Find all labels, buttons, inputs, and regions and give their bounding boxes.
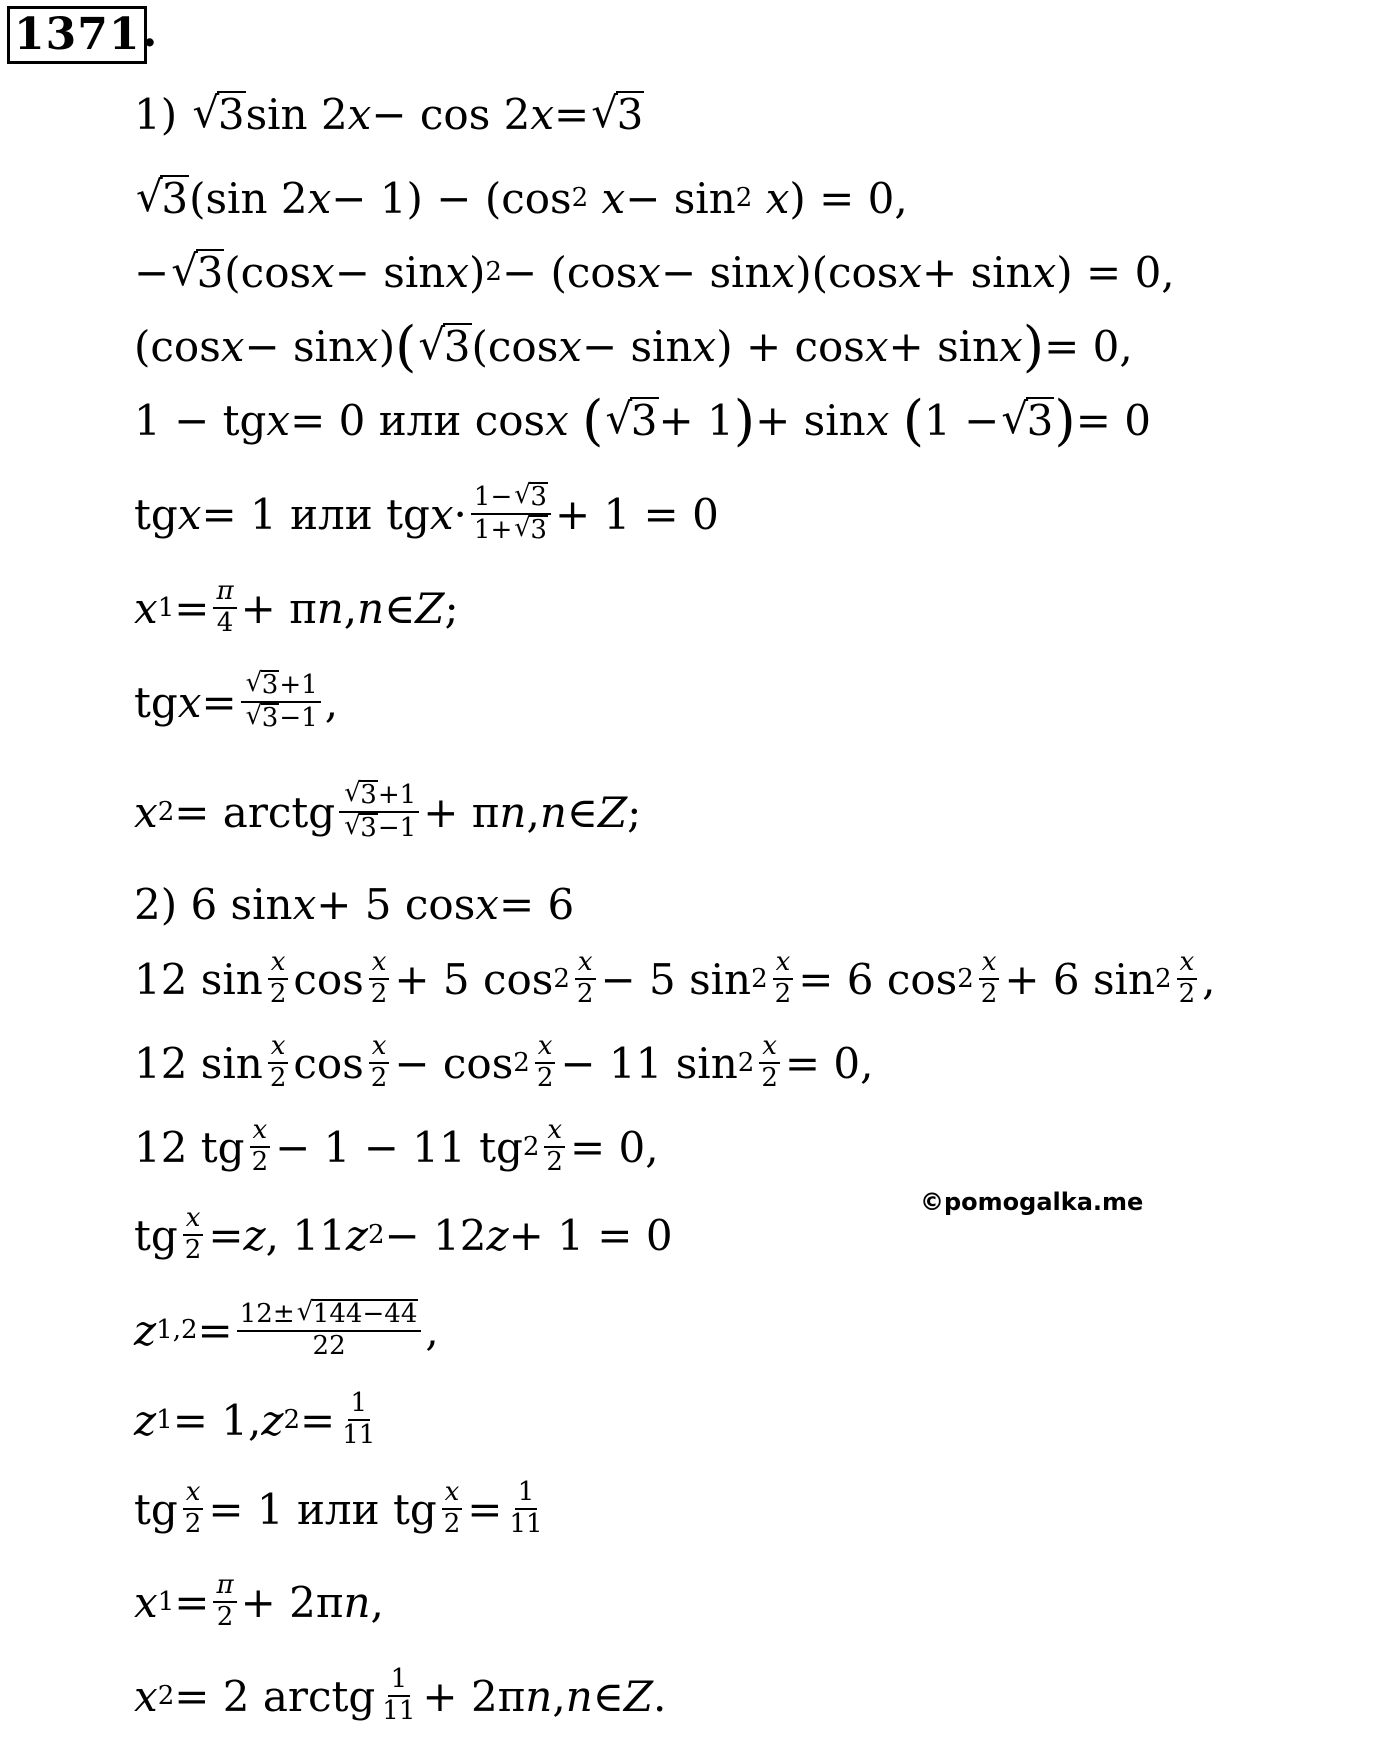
equation-line-14: tg $\frac{x}{2}$ = z , 11 z 2 − 12 z + 1 = 0 [134,1203,673,1265]
equation-line-1: 1) √ 3 sin 2 x − cos 2 x = √ 3 [134,72,644,156]
equation-line-6: tg x = 1 или tg x · 1−√ 3 1+√ 3 + 1 = 0 [134,472,719,556]
sqrt-3: √ 3 [171,248,224,297]
sqrt-3: √ 3 [136,174,189,223]
equation-line-10: 2) 6 sin x + 5 cos x = 6 [134,879,575,929]
fraction: √ 3+1 √ 3−1 [241,670,321,734]
equation-line-13: 12 tg x 2 − 1 − 11 tg 2 $\frac{x}{2}$ = 0, [134,1115,659,1177]
equation-line-2: √ 3 (sin 2 x − 1) − (cos 2 x − sin 2 x ) = 0, [134,156,908,240]
equation-line-11: 12 sin x 2 cos x 2 + 5 cos 2 x 2 − 5 sin 2 $\frac{x}{2}$ = 6 cos 2 x 2 + 6 sin 2 x 2 , [134,947,1216,1009]
fraction: $\frac{\pi}{4}$ [213,577,236,639]
equation-line-9: x 2 = arctg √ 3+1 √ 3−1 + π n , n ∈ Z ; [134,770,641,854]
fraction: √ 3+1 √ 3−1 [339,780,419,844]
sqrt-3: √ 3 [605,396,658,445]
problem-number-period: . [142,6,158,57]
sqrt-3: √ 3 [418,322,471,371]
fraction: 1−√ 3 1+√ 3 [471,482,551,546]
problem-number: 1371 [7,6,147,64]
equation-line-17: tg $\frac{x}{2}$ = 1 или tg $\frac{x}{2}$ = $\frac{1}{11}$ [134,1477,543,1539]
fraction: $\frac{12\pm√ 144-44}{22}$ [237,1299,422,1362]
equation-line-19: x 2 = 2 arctg 1 11 + 2π n , n ∈ Z . [134,1664,667,1726]
sqrt-3: √ 3 [192,90,245,139]
equation-line-18: x 1 = $\frac{\pi}{2}$ + 2π n , [134,1570,384,1632]
equation-line-15: z 1,2 = $\frac{12\pm√ 144-44}{22}$ , [134,1288,439,1372]
equation-line-3: − √ 3 (cos x − sin x ) 2 − (cos x − sin x )(cos x + sin x ) = 0, [134,230,1175,314]
sqrt-3: √ 3 [1001,396,1054,445]
equation-line-4: (cos x − sin x ) ( √ 3 (cos x − sin x ) + cos x + sin x ) = 0, [134,304,1133,388]
part-label: 1) [134,89,178,139]
equation-line-12: 12 sin x 2 cos x 2 − cos 2 x 2 − 11 sin 2 $\frac{x}{2}$ = 0, [134,1031,874,1093]
equation-line-7: x 1 = $\frac{\pi}{4}$ + π n , n ∈ Z ; [134,576,459,638]
sqrt-3: √ 3 [591,90,644,139]
equation-line-5: 1 − tg x = 0 или cos x ( √ 3 + 1 ) + sin x ( 1 − √ 3 ) = 0 [134,378,1151,462]
equation-line-16: z 1 = 1, z 2 = $\frac{1}{11}$ [134,1388,376,1450]
watermark: ©pomogalka.me [920,1188,1144,1216]
equation-line-8: tg x = √ 3+1 √ 3−1 , [134,660,338,744]
